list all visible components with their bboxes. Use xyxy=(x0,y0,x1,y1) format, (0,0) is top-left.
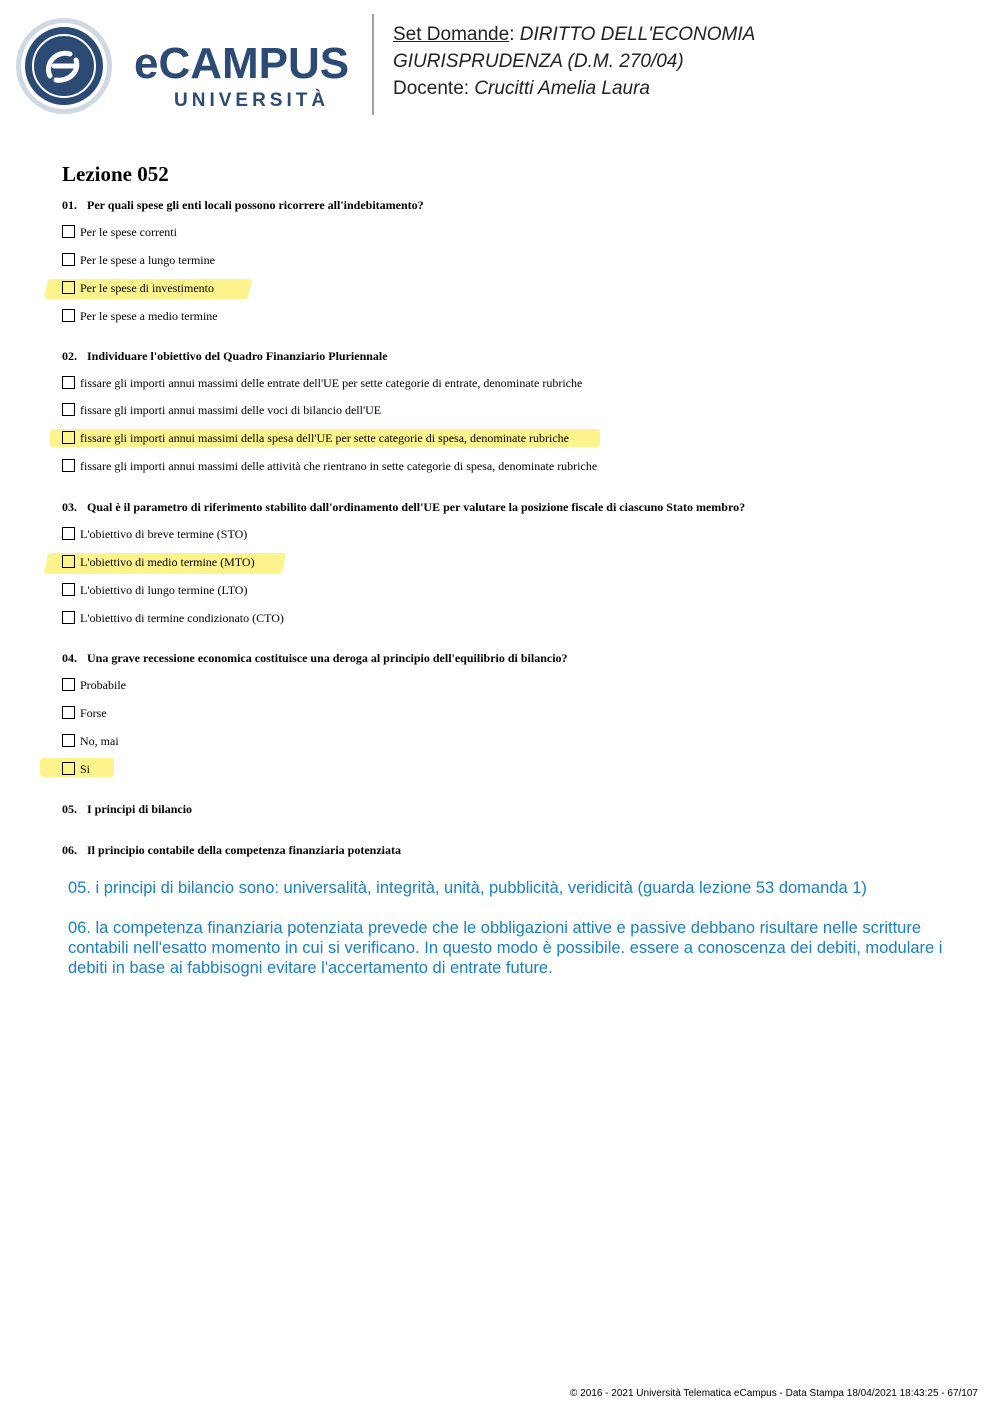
question-text: Qual è il parametro di riferimento stabilito dall'ordinamento dell'UE per valutare la posizione fiscale di ciascuno Stato membro? xyxy=(87,500,746,514)
option-label: Per le spese a lungo termine xyxy=(80,253,215,267)
option-label: L'obiettivo di breve termine (STO) xyxy=(80,527,248,541)
answer-highlight-q04 xyxy=(40,758,114,777)
option-label: Per le spese a medio termine xyxy=(80,309,218,323)
question-03 xyxy=(62,500,745,515)
option-label: Per le spese correnti xyxy=(80,225,177,239)
course-name: DIRITTO DELL'ECONOMIA xyxy=(519,24,756,45)
option-label: No, mai xyxy=(80,734,119,748)
option-label: L'obiettivo di termine condizionato (CTO) xyxy=(80,611,284,625)
option-label: fissare gli importi annui massimi delle attività che rientrano in sette categorie di spesa, denominate rubriche xyxy=(80,459,598,473)
header-info xyxy=(393,21,755,102)
question-02 xyxy=(62,349,388,364)
svg-text:eCAMPUS: eCAMPUS xyxy=(134,39,350,88)
teacher-label: Docente: xyxy=(393,78,475,99)
question-number: 06. xyxy=(62,843,77,857)
checkbox[interactable] xyxy=(62,376,75,389)
checkbox[interactable] xyxy=(62,611,75,624)
question-06 xyxy=(62,843,401,858)
set-separator: : xyxy=(509,24,520,45)
checkbox[interactable] xyxy=(62,762,75,775)
header-degree-line xyxy=(393,48,755,75)
header-set-line xyxy=(393,21,755,48)
checkbox[interactable] xyxy=(62,281,75,294)
question-text: I principi di bilancio xyxy=(87,802,193,816)
question-text: Una grave recessione economica costituisce una deroga al principio dell'equilibrio di bilancio? xyxy=(87,651,568,665)
question-number: 01. xyxy=(62,198,77,212)
checkbox[interactable] xyxy=(62,706,75,719)
checkbox[interactable] xyxy=(62,225,75,238)
checkbox[interactable] xyxy=(62,403,75,416)
answer-06: 06. la competenza finanziaria potenziata prevede che le obbligazioni attive e passive debbano risultare nelle scritture contabili nell'esatto momento in cui si verificano. In questo modo è possibile. essere a conoscenza dei debiti, modulare i debiti in base ai fabbisogni evitare l'accertamento di entrate future. xyxy=(68,919,943,977)
answer-05: 05. i principi di bilancio sono: universalità, integrità, unità, pubblicità, veridicità (guarda lezione 53 domanda 1) xyxy=(68,879,867,897)
teacher-name: Crucitti Amelia Laura xyxy=(474,78,650,99)
option-label: fissare gli importi annui massimi delle entrate dell'UE per sette categorie di entrate, denominate rubriche xyxy=(80,376,583,390)
checkbox[interactable] xyxy=(62,527,75,540)
header-divider xyxy=(372,14,374,115)
typed-answers xyxy=(68,878,986,998)
checkbox[interactable] xyxy=(62,555,75,568)
page-footer: © 2016 - 2021 Università Telematica eCampus - Data Stampa 18/04/2021 18:43:25 - 67/107 xyxy=(570,1388,978,1399)
checkbox[interactable] xyxy=(62,734,75,747)
question-number: 05. xyxy=(62,802,77,816)
question-number: 03. xyxy=(62,500,77,514)
svg-text:UNIVERSITÀ: UNIVERSITÀ xyxy=(174,90,330,111)
option-label: Per le spese di investimento xyxy=(80,281,214,295)
checkbox[interactable] xyxy=(62,309,75,322)
question-text: Individuare l'obiettivo del Quadro Finanziario Pluriennale xyxy=(87,349,388,363)
option-label: L'obiettivo di medio termine (MTO) xyxy=(80,555,255,569)
option-label: Forse xyxy=(80,706,107,720)
ecampus-seal-icon xyxy=(14,16,359,116)
question-number: 02. xyxy=(62,349,77,363)
checkbox[interactable] xyxy=(62,583,75,596)
question-number: 04. xyxy=(62,651,77,665)
set-label: Set Domande xyxy=(393,24,510,45)
option-label: Probabile xyxy=(80,678,126,692)
checkbox[interactable] xyxy=(62,431,75,444)
lesson-title: Lezione 052 xyxy=(62,162,169,186)
question-05 xyxy=(62,802,192,817)
option-label: L'obiettivo di lungo termine (LTO) xyxy=(80,583,248,597)
question-text: Il principio contabile della competenza finanziaria potenziata xyxy=(87,843,401,857)
question-01 xyxy=(62,198,424,213)
degree-name: GIURISPRUDENZA (D.M. 270/04) xyxy=(393,51,684,72)
ecampus-logo xyxy=(14,16,359,116)
option-label: fissare gli importi annui massimi della spesa dell'UE per sette categorie di spesa, denominate rubriche xyxy=(80,431,570,445)
option-label: fissare gli importi annui massimi delle voci di bilancio dell'UE xyxy=(80,403,382,417)
question-04 xyxy=(62,651,568,666)
checkbox[interactable] xyxy=(62,253,75,266)
checkbox[interactable] xyxy=(62,459,75,472)
header-teacher-line xyxy=(393,75,755,102)
checkbox[interactable] xyxy=(62,678,75,691)
question-text: Per quali spese gli enti locali possono ricorrere all'indebitamento? xyxy=(87,198,424,212)
option-label: Si xyxy=(80,762,91,776)
